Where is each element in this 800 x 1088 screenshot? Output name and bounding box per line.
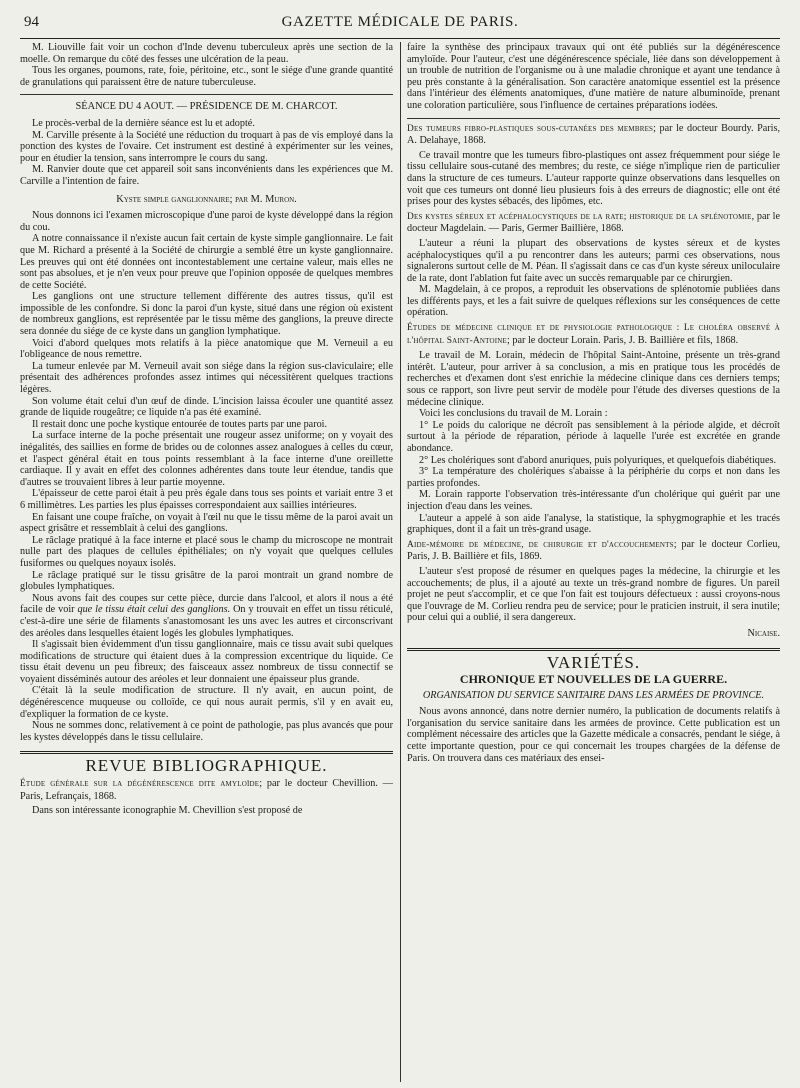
paragraph: L'épaisseur de cette paroi était à peu près égale dans tous ses points et variait entre 3 et 6 millimètres. Les parties les plus épaisses correspondaient aux saillies intérieures.: [20, 488, 393, 511]
paragraph: [20, 593, 393, 639]
paragraph: Ce travail montre que les tumeurs fibro-plastiques ont assez fréquemment pour siége le tissu cellulaire sous-cutané des membres; du reste, ce siége n'implique rien de particulier dans la structure de ces tumeurs. L'auteur rapporte quinze observations dans lesquelles on voit que ces tumeurs ont donné lieu plusieurs fois à des erreurs de diagnostic; elle ont été prises pour des kystes sébacés, des lipômes, etc.: [407, 149, 780, 208]
paragraph: M. Carville présente à la Société une réduction du troquart à pas de vis employé dans la ponction des kystes de l'ovaire. Cet instrument est destiné à expérimenter sur les veines, pour en étudier la tension, sans interrompre le cours du sang.: [20, 129, 393, 164]
bibliography-title: Étude générale sur la dégénérescence dite amyloïde: [20, 779, 260, 790]
bibliography-title: Études de médecine clinique et de physiologie pathologique : Le choléra observé à l'hôpital Saint-Antoine: [407, 323, 780, 346]
paragraph: Le procès-verbal de la dernière séance est lu et adopté.: [32, 117, 255, 129]
bibliography-details: , par le docteur Magdelain. — Paris, Germer Baillière, 1868.: [407, 210, 780, 235]
paragraph: Le râclage pratiqué sur le tissu grisâtre de la paroi montrait un grand nombre de globules lymphatiques.: [20, 569, 393, 593]
paragraph: L'auteur a appelé à son aide l'analyse, la statistique, la sphygmographie et les tracés graphiques, dont il a fait un très-grand usage.: [407, 512, 780, 536]
paragraph: A notre connaissance il n'existe aucun fait certain de kyste simple ganglionnaire. Le fait que M. Richard a présenté à la Société de chirurgie a semblé être un kyste ganglionnaire. Les preuves qui ont été données ont incontestablement une certaine valeur, mais elles ne sont pas absolues, et je n'en veux pour preuve que l'opinion opposée de quelques membres de cette Société.: [20, 233, 393, 291]
bibliography-entry: [407, 539, 780, 563]
section-rule: [20, 751, 393, 754]
paragraph: En faisant une coupe fraîche, on voyait à l'œil nu que le tissu même de la paroi avait un aspect grisâtre et ressemblait à celui des ganglions.: [20, 511, 393, 535]
paragraph: La surface interne de la poche présentait une rougeur assez uniforme; on y voyait des inégalités, des saillies en forme de brides ou de colonnes assez analogues à celles du cœur, et l'aspect général était en tous points ressemblant à la face interne d'une oreillette cardiaque. Il y avait en effet des colonnes adhérentes dans toute leur étendue, tandis que d'autres se trouvaient libres à leur partie moyenne.: [20, 430, 393, 488]
text-run: On y trouvait en effet un tissu réticulé, c'est-à-dire une série de filaments s'anastomosant les uns avec les autres et circonscrivant des aréoles dans lesquelles étaient logés les globules lymphatiques.: [20, 604, 393, 639]
chronique-title: CHRONIQUE ET NOUVELLES DE LA GUERRE.: [459, 672, 728, 687]
paragraph: 1° Le poids du calorique ne décroît pas sensiblement à la période algide, et décroît surtout à la période de réparation, période à laquelle l'urée est excrétée en grande abondance.: [407, 419, 780, 454]
paragraph: M. Lorain rapporte l'observation très-intéressante d'un cholérique qui guérit par une injection d'eau dans les veines.: [407, 489, 780, 512]
paragraph: 3° La température des cholériques s'abaisse à la périphérie du corps et non dans les parties profondes.: [407, 466, 780, 489]
bibliography-title: Aide-mémoire de médecine, de chirurgie et d'accouchements: [407, 539, 674, 550]
page-header: [20, 10, 780, 39]
paragraph: Il restait donc une poche kystique entourée de toutes parts par une paroi.: [32, 418, 328, 430]
paragraph: Il s'agissait bien évidemment d'un tissu ganglionnaire, mais ce tissu avait subi quelques modifications de structure qui étaient dues à la compression excentrique du liquide. Ce tissu était devenu un peu fibreux; des faisceaux assez nombreux de tissu connectif se voyaient disséminés autour des aréoles et leur donnaient une épaisseur plus grande.: [20, 639, 393, 685]
revue-title: REVUE BIBLIOGRAPHIQUE.: [85, 756, 328, 776]
section-rule: [20, 94, 393, 95]
paragraph: M. Ranvier doute que cet appareil soit sans inconvénients dans les expériences que M. Carville a l'intention de faire.: [20, 164, 393, 187]
organisation-title: ORGANISATION DU SERVICE SANITAIRE DANS LES ARMÉES DE PROVINCE.: [422, 689, 765, 701]
bibliography-details: ; par le docteur Chevillion. — Paris, Lefrançais, 1868.: [20, 778, 393, 802]
paragraph: C'était là la seule modification de structure. Il n'y avait, en aucun point, de dégénérescence muqueuse ou colloïde, ce qui nous aurait permis, s'il y en avait eu, d'expliquer la formation de ce kyste.: [20, 685, 393, 720]
journal-title: GAZETTE MÉDICALE DE PARIS.: [281, 14, 519, 30]
bibliography-entry: [407, 322, 780, 347]
left-column: [20, 42, 393, 1082]
paragraph: La tumeur enlevée par M. Verneuil avait son siége dans la région sus-claviculaire; elle présentait des adhérences profondes assez intimes qui nécessitèrent quelques tractions légères.: [20, 360, 393, 396]
paragraph: Le râclage pratiqué à la face interne et placé sous le champ du microscope ne montrait nulle part des plaques de cellules épithéliales; on n'y voyait que quelques cellules fusiformes ou quelques noyaux isolés.: [20, 534, 393, 569]
paragraph: L'auteur a réuni la plupart des observations de kystes séreux et de kystes acéphalocystiques qu'il a pu rencontrer dans les auteurs; parmi ces observations, nous signalerons surtout celle de M. Péan. Il s'agissait dans ce cas d'un kyste séreux uniloculaire de la rate, dont l'ablation fut faite avec un succès remarquable par ce chirurgien.: [407, 237, 780, 284]
paragraph: 2° Les cholériques sont d'abord anuriques, puis polyuriques, et quelquefois diabétiques.: [419, 454, 777, 466]
emphasis-text: que le tissu était celui des ganglions.: [77, 604, 231, 616]
paragraph: Les ganglions ont une structure tellement différente des autres tissus, qu'il est impossible de les confondre. Si donc la paroi d'un kyste, situé dans une région où existent de nombreux ganglions, est représentée par le tissu même des ganglions, la preuve directe sera donnée du siége de ce kyste dans un ganglion lymphatique.: [20, 291, 393, 338]
paragraph: Nous ne sommes donc, relativement à ce point de pathologie, pas plus avancés que pour les kystes développés dans le tissu cellulaire.: [20, 720, 393, 743]
paragraph: faire la synthèse des principaux travaux qui ont été publiés sur la dégénérescence amyloïde. Pour l'auteur, c'est une dégénérescence spéciale, liée dans son développement à un trouble de nutrition de l'organisme ou à une maladie chronique et ayant une tendance à peu près constante à la généralisation. Son caractère anatomique essentiel est la présence dans l'intérieur des éléments anatomiques, d'une matière de nature albuminoïde, prenant une coloration particulière, sous l'influence de certaines préparations iodées.: [407, 42, 780, 111]
paragraph: L'auteur s'est proposé de résumer en quelques pages la médecine, la chirurgie et les accouchements; de plus, il a ajouté au texte un très-grand nombre de figures. Un pareil projet ne peut s'accomplir, et ce que l'on fait est toujours défectueux : aussi croyons-nous que l'ouvrage de M. Corlieu rendra peu de service; pour le praticien instruit, il sera inutile; pour celui qui a oublié, il sera dangereux.: [407, 565, 780, 624]
right-column: [407, 42, 780, 1082]
page-number: 94: [24, 14, 39, 30]
paragraph: M. Liouville fait voir un cochon d'Inde devenu tuberculeux après une section de la moelle. On remarque du côté des fesses une ulcération de la peau.: [20, 42, 393, 65]
session-heading: SÉANCE DU 4 AOUT. — PRÉSIDENCE DE M. CHARCOT.: [75, 101, 338, 113]
bibliography-entry: [407, 211, 780, 235]
paragraph: Nous avons annoncé, dans notre dernier numéro, la publication de documents relatifs à l'organisation du service sanitaire dans les armées de province. Cette publication est un complément nécessaire des articles que la Gazette médicale a consacrés, pendant le siége, à cette importante question, pour ce qui concernait les troupes chargées de la défense de Paris. On trouvera dans ces matériaux des ensei-: [407, 706, 780, 764]
column-divider: [400, 42, 401, 1082]
paragraph: Voici d'abord quelques mots relatifs à la pièce anatomique que M. Verneuil a eu l'obligeance de nous remettre.: [20, 337, 393, 361]
bibliography-title: Des kystes séreux et acéphalocystiques de la rate; historique de la splénotomie: [407, 211, 752, 222]
paragraph: Voici les conclusions du travail de M. Lorain :: [419, 408, 608, 420]
paragraph: Tous les organes, poumons, rate, foie, péritoine, etc., sont le siége d'une grande quantité de granulations qui paraissent être de nature tuberculeuse.: [20, 65, 393, 88]
section-rule: [407, 118, 780, 119]
section-rule: [407, 648, 780, 651]
paragraph: Son volume était celui d'un œuf de dinde. L'incision laissa écouler une quantité assez grande de liquide rougeâtre; ce liquide n'a pas été examiné.: [20, 395, 393, 419]
bibliography-title: Des tumeurs fibro-plastiques sous-cutanées des membres: [407, 123, 654, 134]
article-heading: Kyste simple ganglionnaire; par M. Muron.: [116, 193, 297, 205]
text-run: Nous avons fait des coupes sur cette pièce, durcie dans l'alcool, et alors il nous a été facile de voir: [20, 592, 393, 616]
paragraph: Nous donnons ici l'examen microscopique d'une paroi de kyste développé dans la région du cou.: [20, 210, 393, 233]
bibliography-entry: [407, 123, 780, 147]
varietes-title: VARIÉTÉS.: [546, 652, 641, 672]
bibliography-details: ; par le docteur Bourdy. Paris, A. Delahaye, 1868.: [407, 122, 780, 147]
author-signature: Nicaise.: [747, 627, 780, 639]
bibliography-entry: [20, 778, 393, 802]
paragraph: M. Magdelain, à ce propos, a reproduit les observations de splénotomie publiées dans les différents pays, et les a fait suivre de quelques réflexions sur les conséquences de cette opération.: [407, 284, 780, 319]
bibliography-details: ; par le docteur Corlieu, Paris, J. B. Baillière et fils, 1869.: [407, 538, 780, 563]
bibliography-details: ; par le docteur Lorain. Paris, J. B. Baillière et fils, 1868.: [507, 334, 739, 346]
paragraph: Le travail de M. Lorain, médecin de l'hôpital Saint-Antoine, présente un très-grand intérêt. L'auteur, pour arriver à sa conclusion, a mis en pratique tous les procédés de recherches et d'examen dont s'est enrichie la médecine clinique dans ces derniers temps; sous ce rapport, son livre peut servir de modèle pour l'étude des diverses questions de la médecine clinique.: [407, 350, 780, 408]
paragraph: Dans son intéressante iconographie M. Chevillion s'est proposé de: [32, 805, 303, 817]
